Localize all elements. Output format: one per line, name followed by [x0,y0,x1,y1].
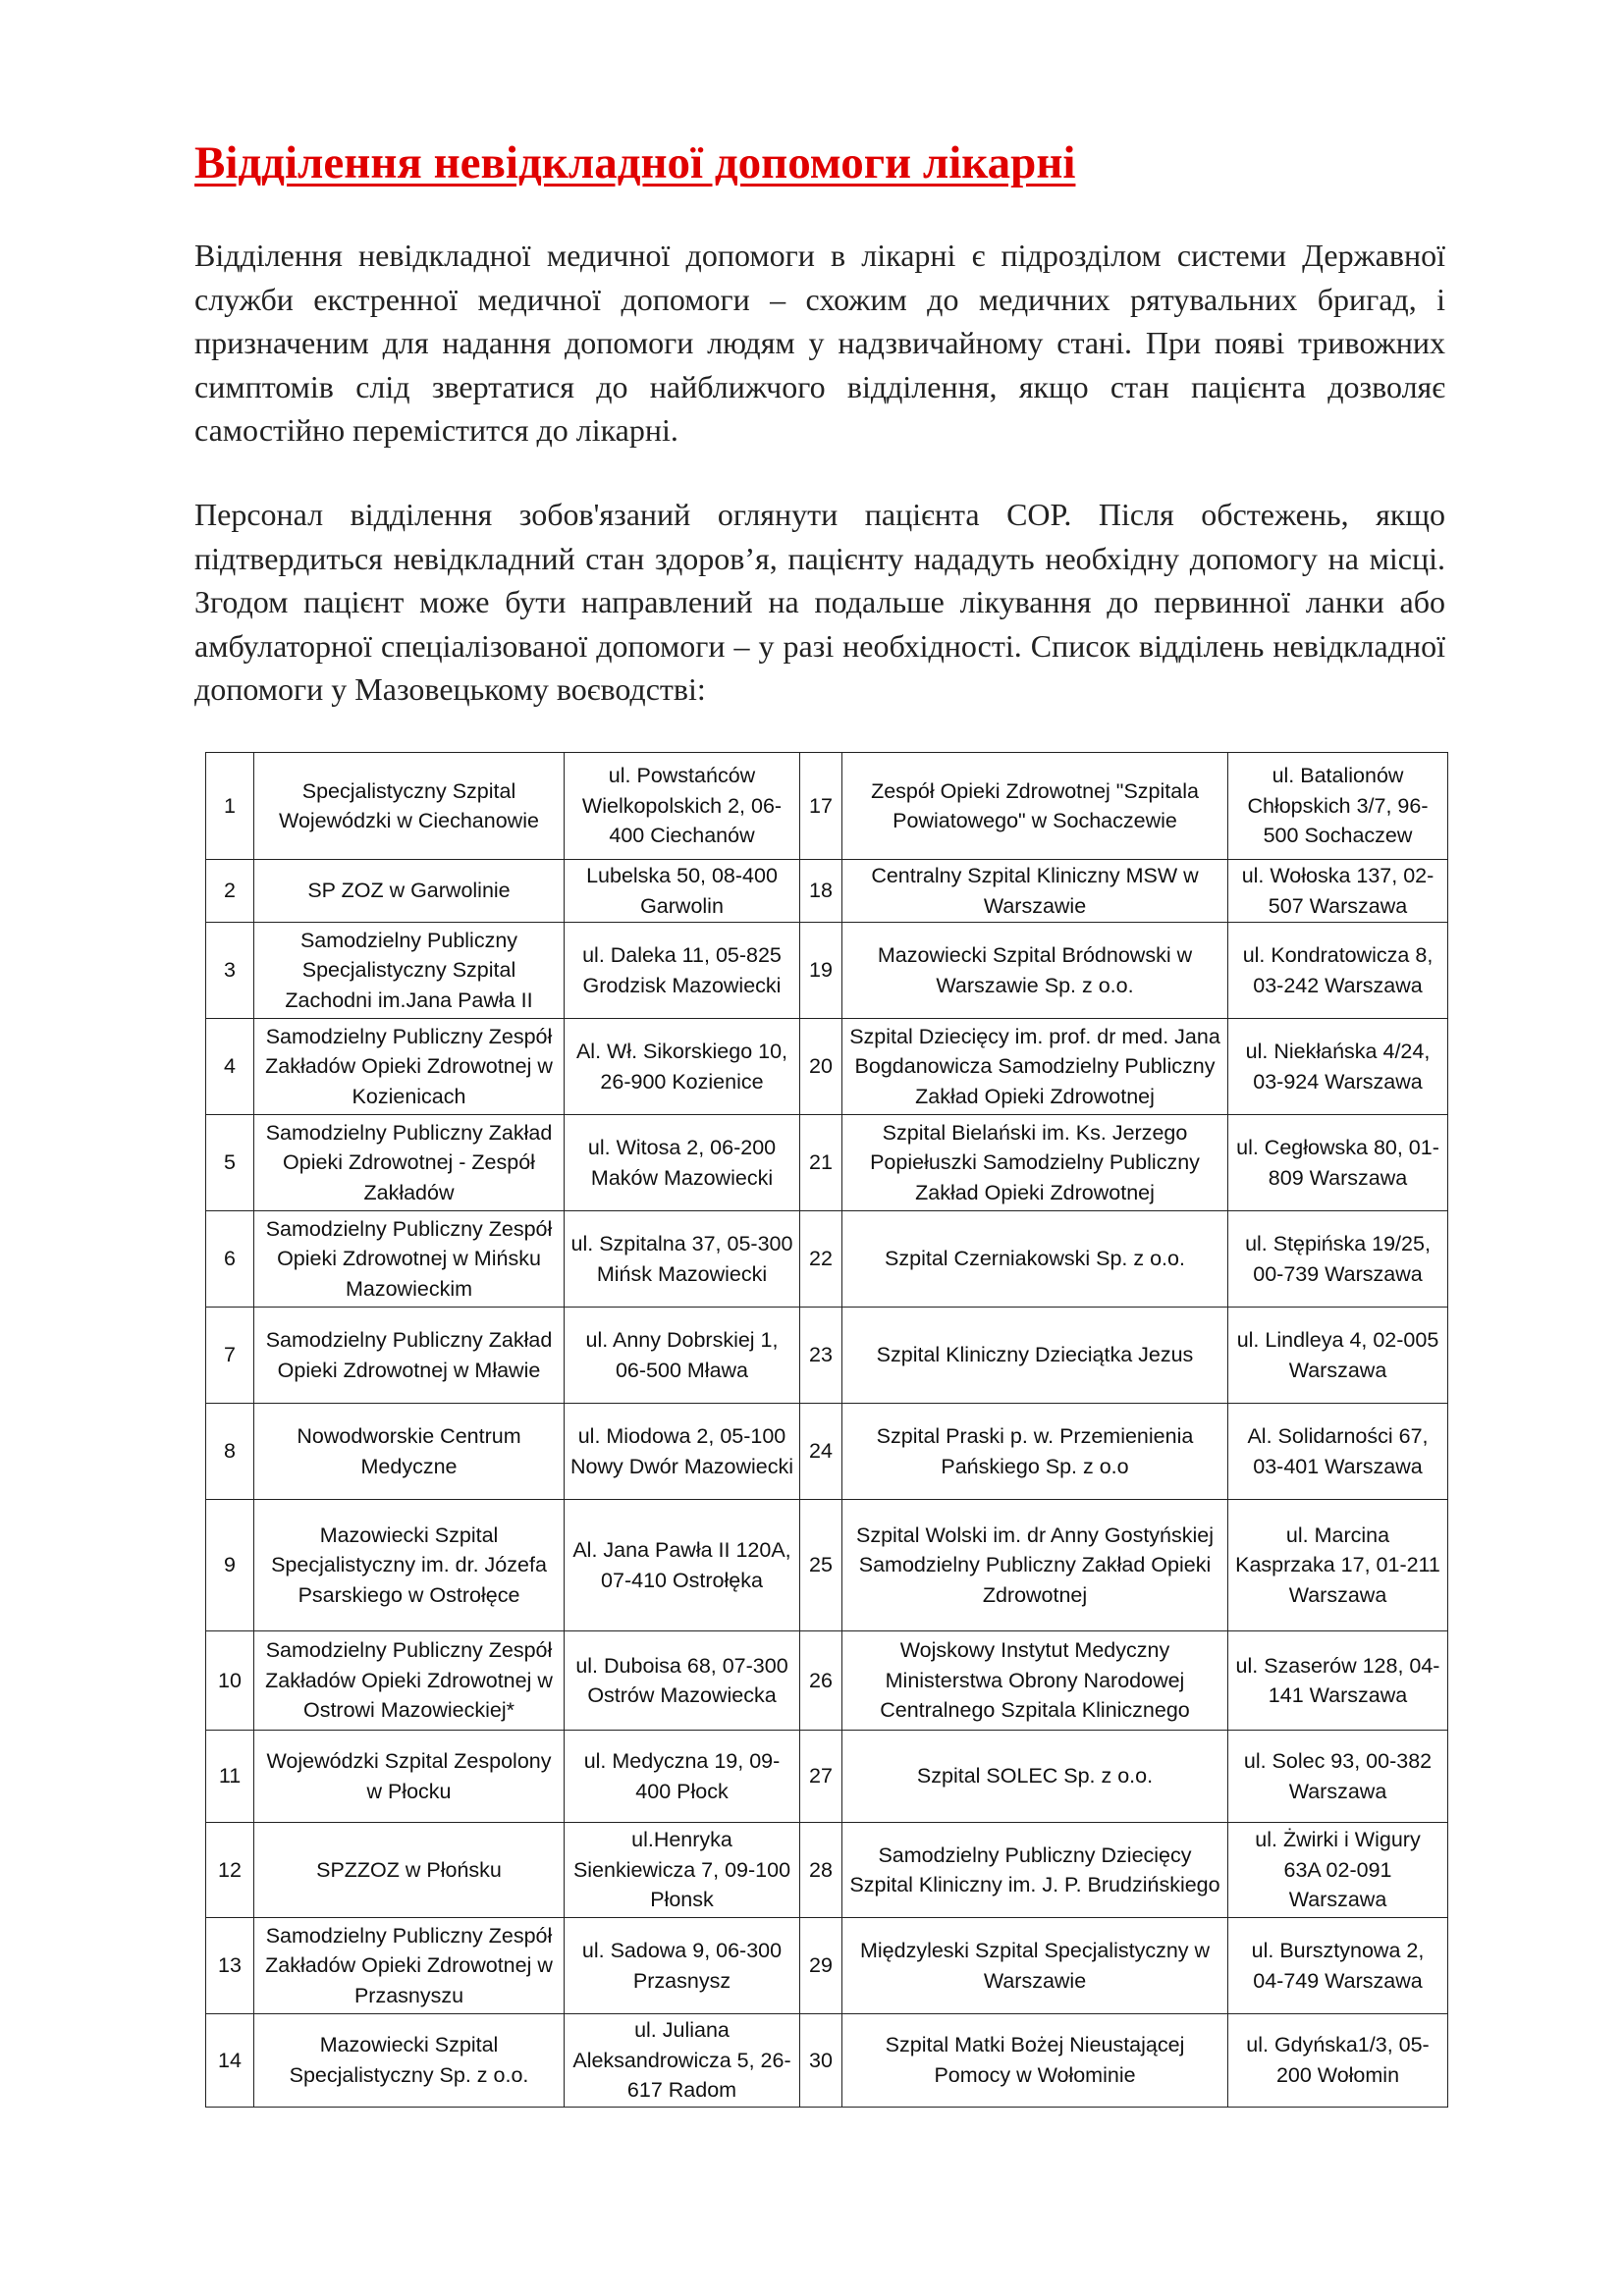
row-number-left: 14 [206,2014,254,2108]
row-number-right: 18 [800,860,842,923]
hospital-address-left: ul. Duboisa 68, 07-300 Ostrów Mazowiecka [565,1631,800,1731]
hospital-name-left: Samodzielny Publiczny Zakład Opieki Zdrowotnej - Zespół Zakładów [254,1115,565,1211]
hospital-address-right: ul. Kondratowicza 8, 03-242 Warszawa [1228,923,1448,1019]
staff-paragraph: Персонал відділення зобов'язаний оглянути пацієнта СОР. Після обстежень, якщо підтвердиться невідкладний стан здоров’я, пацієнту нададуть необхідну допомогу на місці. Згодом пацієнт може бути направлений на подальше лікування до первинної ланки або амбулаторної спеціалізованої допомоги – у разі необхідності. Список відділень невідкладної допомоги у Мазовецькому воєводстві: [194,497,1445,707]
row-number-right: 20 [800,1019,842,1115]
hospital-name-right: Zespół Opieki Zdrowotnej "Szpitala Powiatowego" w Sochaczewie [842,753,1228,860]
row-number-left: 1 [206,753,254,860]
table-row [206,923,1448,1019]
hospital-address-left: ul. Witosa 2, 06-200 Maków Mazowiecki [565,1115,800,1211]
hospital-name-left: SP ZOZ w Garwolinie [254,860,565,923]
hospital-name-right: Samodzielny Publiczny Dziecięcy Szpital Kliniczny im. J. P. Brudzińskiego [842,1823,1228,1918]
row-number-right: 27 [800,1731,842,1823]
hospital-address-right: Al. Solidarności 67, 03-401 Warszawa [1228,1404,1448,1500]
hospital-name-right: Wojskowy Instytut Medyczny Ministerstwa Obrony Narodowej Centralnego Szpitala Klinicznego [842,1631,1228,1731]
hospital-address-right: ul. Solec 93, 00-382 Warszawa [1228,1731,1448,1823]
hospital-address-left: Al. Jana Pawła II 120A, 07-410 Ostrołęka [565,1500,800,1631]
table-row [206,1404,1448,1500]
row-number-right: 24 [800,1404,842,1500]
emergency-departments-table [205,752,1448,2108]
hospital-name-left: Samodzielny Publiczny Specjalistyczny Szpital Zachodni im.Jana Pawła II [254,923,565,1019]
table-row [206,753,1448,860]
hospital-address-right: ul. Szaserów 128, 04-141 Warszawa [1228,1631,1448,1731]
table-row [206,1500,1448,1631]
hospital-name-right: Szpital Matki Bożej Nieustającej Pomocy w Wołominie [842,2014,1228,2108]
table-row [206,860,1448,923]
hospital-address-left: ul. Juliana Aleksandrowicza 5, 26-617 Radom [565,2014,800,2108]
row-number-left: 4 [206,1019,254,1115]
row-number-left: 9 [206,1500,254,1631]
hospital-address-right: ul. Bursztynowa 2, 04-749 Warszawa [1228,1918,1448,2014]
hospital-name-right: Szpital Dziecięcy im. prof. dr med. Jana Bogdanowicza Samodzielny Publiczny Zakład Opieki Zdrowotnej [842,1019,1228,1115]
table-row [206,1115,1448,1211]
hospital-name-right: Centralny Szpital Kliniczny MSW w Warszawie [842,860,1228,923]
row-number-left: 10 [206,1631,254,1731]
row-number-left: 8 [206,1404,254,1500]
hospital-address-right: ul. Niekłańska 4/24, 03-924 Warszawa [1228,1019,1448,1115]
row-number-right: 19 [800,923,842,1019]
row-number-left: 6 [206,1211,254,1308]
hospital-address-left: ul.Henryka Sienkiewicza 7, 09-100 Płonsk [565,1823,800,1918]
hospital-name-left: SPZZOZ w Płońsku [254,1823,565,1918]
row-number-left: 12 [206,1823,254,1918]
row-number-left: 3 [206,923,254,1019]
hospital-address-left: ul. Anny Dobrskiej 1, 06-500 Mława [565,1308,800,1404]
table-row [206,1823,1448,1918]
hospital-name-left: Specjalistyczny Szpital Wojewódzki w Ciechanowie [254,753,565,860]
hospital-name-left: Samodzielny Publiczny Zespół Opieki Zdrowotnej w Mińsku Mazowieckim [254,1211,565,1308]
hospital-address-right: ul. Marcina Kasprzaka 17, 01-211 Warszawa [1228,1500,1448,1631]
row-number-right: 28 [800,1823,842,1918]
row-number-left: 11 [206,1731,254,1823]
hospital-address-left: ul. Medyczna 19, 09-400 Płock [565,1731,800,1823]
row-number-right: 23 [800,1308,842,1404]
hospital-name-left: Samodzielny Publiczny Zakład Opieki Zdrowotnej w Mławie [254,1308,565,1404]
hospital-name-left: Wojewódzki Szpital Zespolony w Płocku [254,1731,565,1823]
row-number-right: 22 [800,1211,842,1308]
row-number-right: 26 [800,1631,842,1731]
hospital-name-right: Mazowiecki Szpital Bródnowski w Warszawie Sp. z o.o. [842,923,1228,1019]
hospital-address-right: ul. Lindleya 4, 02-005 Warszawa [1228,1308,1448,1404]
table-row [206,1019,1448,1115]
hospital-name-right: Szpital Bielański im. Ks. Jerzego Popiełuszki Samodzielny Publiczny Zakład Opieki Zdrowotnej [842,1115,1228,1211]
hospital-address-left: Al. Wł. Sikorskiego 10, 26-900 Kozienice [565,1019,800,1115]
row-number-right: 21 [800,1115,842,1211]
hospital-address-right: ul. Cegłowska 80, 01-809 Warszawa [1228,1115,1448,1211]
hospital-address-left: ul. Daleka 11, 05-825 Grodzisk Mazowiecki [565,923,800,1019]
table-row [206,2014,1448,2108]
hospital-name-right: Szpital Kliniczny Dzieciątka Jezus [842,1308,1228,1404]
intro-paragraph: Відділення невідкладної медичної допомоги в лікарні є підрозділом системи Державної служби екстренної медичної допомоги – схожим до медичних рятувальних бригад, і призначеним для надання допомоги людям у надзвичайному стані. При появі тривожних симптомів слід звертатися до найближчого відділення, якщо стан пацієнта дозволяє самостійно перемістится до лікарні. [194,238,1445,448]
row-number-right: 25 [800,1500,842,1631]
row-number-left: 7 [206,1308,254,1404]
hospital-address-right: ul. Wołoska 137, 02-507 Warszawa [1228,860,1448,923]
hospital-name-left: Nowodworskie Centrum Medyczne [254,1404,565,1500]
hospital-address-left: ul. Szpitalna 37, 05-300 Mińsk Mazowiecki [565,1211,800,1308]
hospital-name-right: Szpital Wolski im. dr Anny Gostyńskiej Samodzielny Publiczny Zakład Opieki Zdrowotnej [842,1500,1228,1631]
hospital-address-left: ul. Sadowa 9, 06-300 Przasnysz [565,1918,800,2014]
row-number-right: 29 [800,1918,842,2014]
row-number-left: 13 [206,1918,254,2014]
table-row [206,1631,1448,1731]
hospital-address-right: ul. Batalionów Chłopskich 3/7, 96-500 Sochaczew [1228,753,1448,860]
row-number-right: 17 [800,753,842,860]
hospital-address-right: ul. Żwirki i Wigury 63A 02-091 Warszawa [1228,1823,1448,1918]
hospital-address-right: ul. Stępińska 19/25, 00-739 Warszawa [1228,1211,1448,1308]
row-number-left: 2 [206,860,254,923]
hospital-name-left: Mazowiecki Szpital Specjalistyczny im. dr. Józefa Psarskiego w Ostrołęce [254,1500,565,1631]
page-title: Відділення невідкладної допомоги лікарні [194,137,1076,188]
hospital-name-right: Szpital SOLEC Sp. z o.o. [842,1731,1228,1823]
hospital-name-right: Szpital Praski p. w. Przemienienia Pańskiego Sp. z o.o [842,1404,1228,1500]
hospital-address-left: ul. Powstańców Wielkopolskich 2, 06-400 Ciechanów [565,753,800,860]
hospital-address-left: Lubelska 50, 08-400 Garwolin [565,860,800,923]
row-number-left: 5 [206,1115,254,1211]
hospital-name-left: Samodzielny Publiczny Zespół Zakładów Opieki Zdrowotnej w Ostrowi Mazowieckiej* [254,1631,565,1731]
hospital-name-left: Mazowiecki Szpital Specjalistyczny Sp. z o.o. [254,2014,565,2108]
table-row [206,1918,1448,2014]
table-row [206,1731,1448,1823]
hospital-address-left: ul. Miodowa 2, 05-100 Nowy Dwór Mazowiecki [565,1404,800,1500]
hospital-name-right: Szpital Czerniakowski Sp. z o.o. [842,1211,1228,1308]
table-row [206,1211,1448,1308]
hospital-name-right: Międzyleski Szpital Specjalistyczny w Warszawie [842,1918,1228,2014]
hospital-address-right: ul. Gdyńska1/3, 05-200 Wołomin [1228,2014,1448,2108]
row-number-right: 30 [800,2014,842,2108]
hospital-name-left: Samodzielny Publiczny Zespół Zakładów Opieki Zdrowotnej w Kozienicach [254,1019,565,1115]
hospital-name-left: Samodzielny Publiczny Zespół Zakładów Opieki Zdrowotnej w Przasnyszu [254,1918,565,2014]
table-row [206,1308,1448,1404]
